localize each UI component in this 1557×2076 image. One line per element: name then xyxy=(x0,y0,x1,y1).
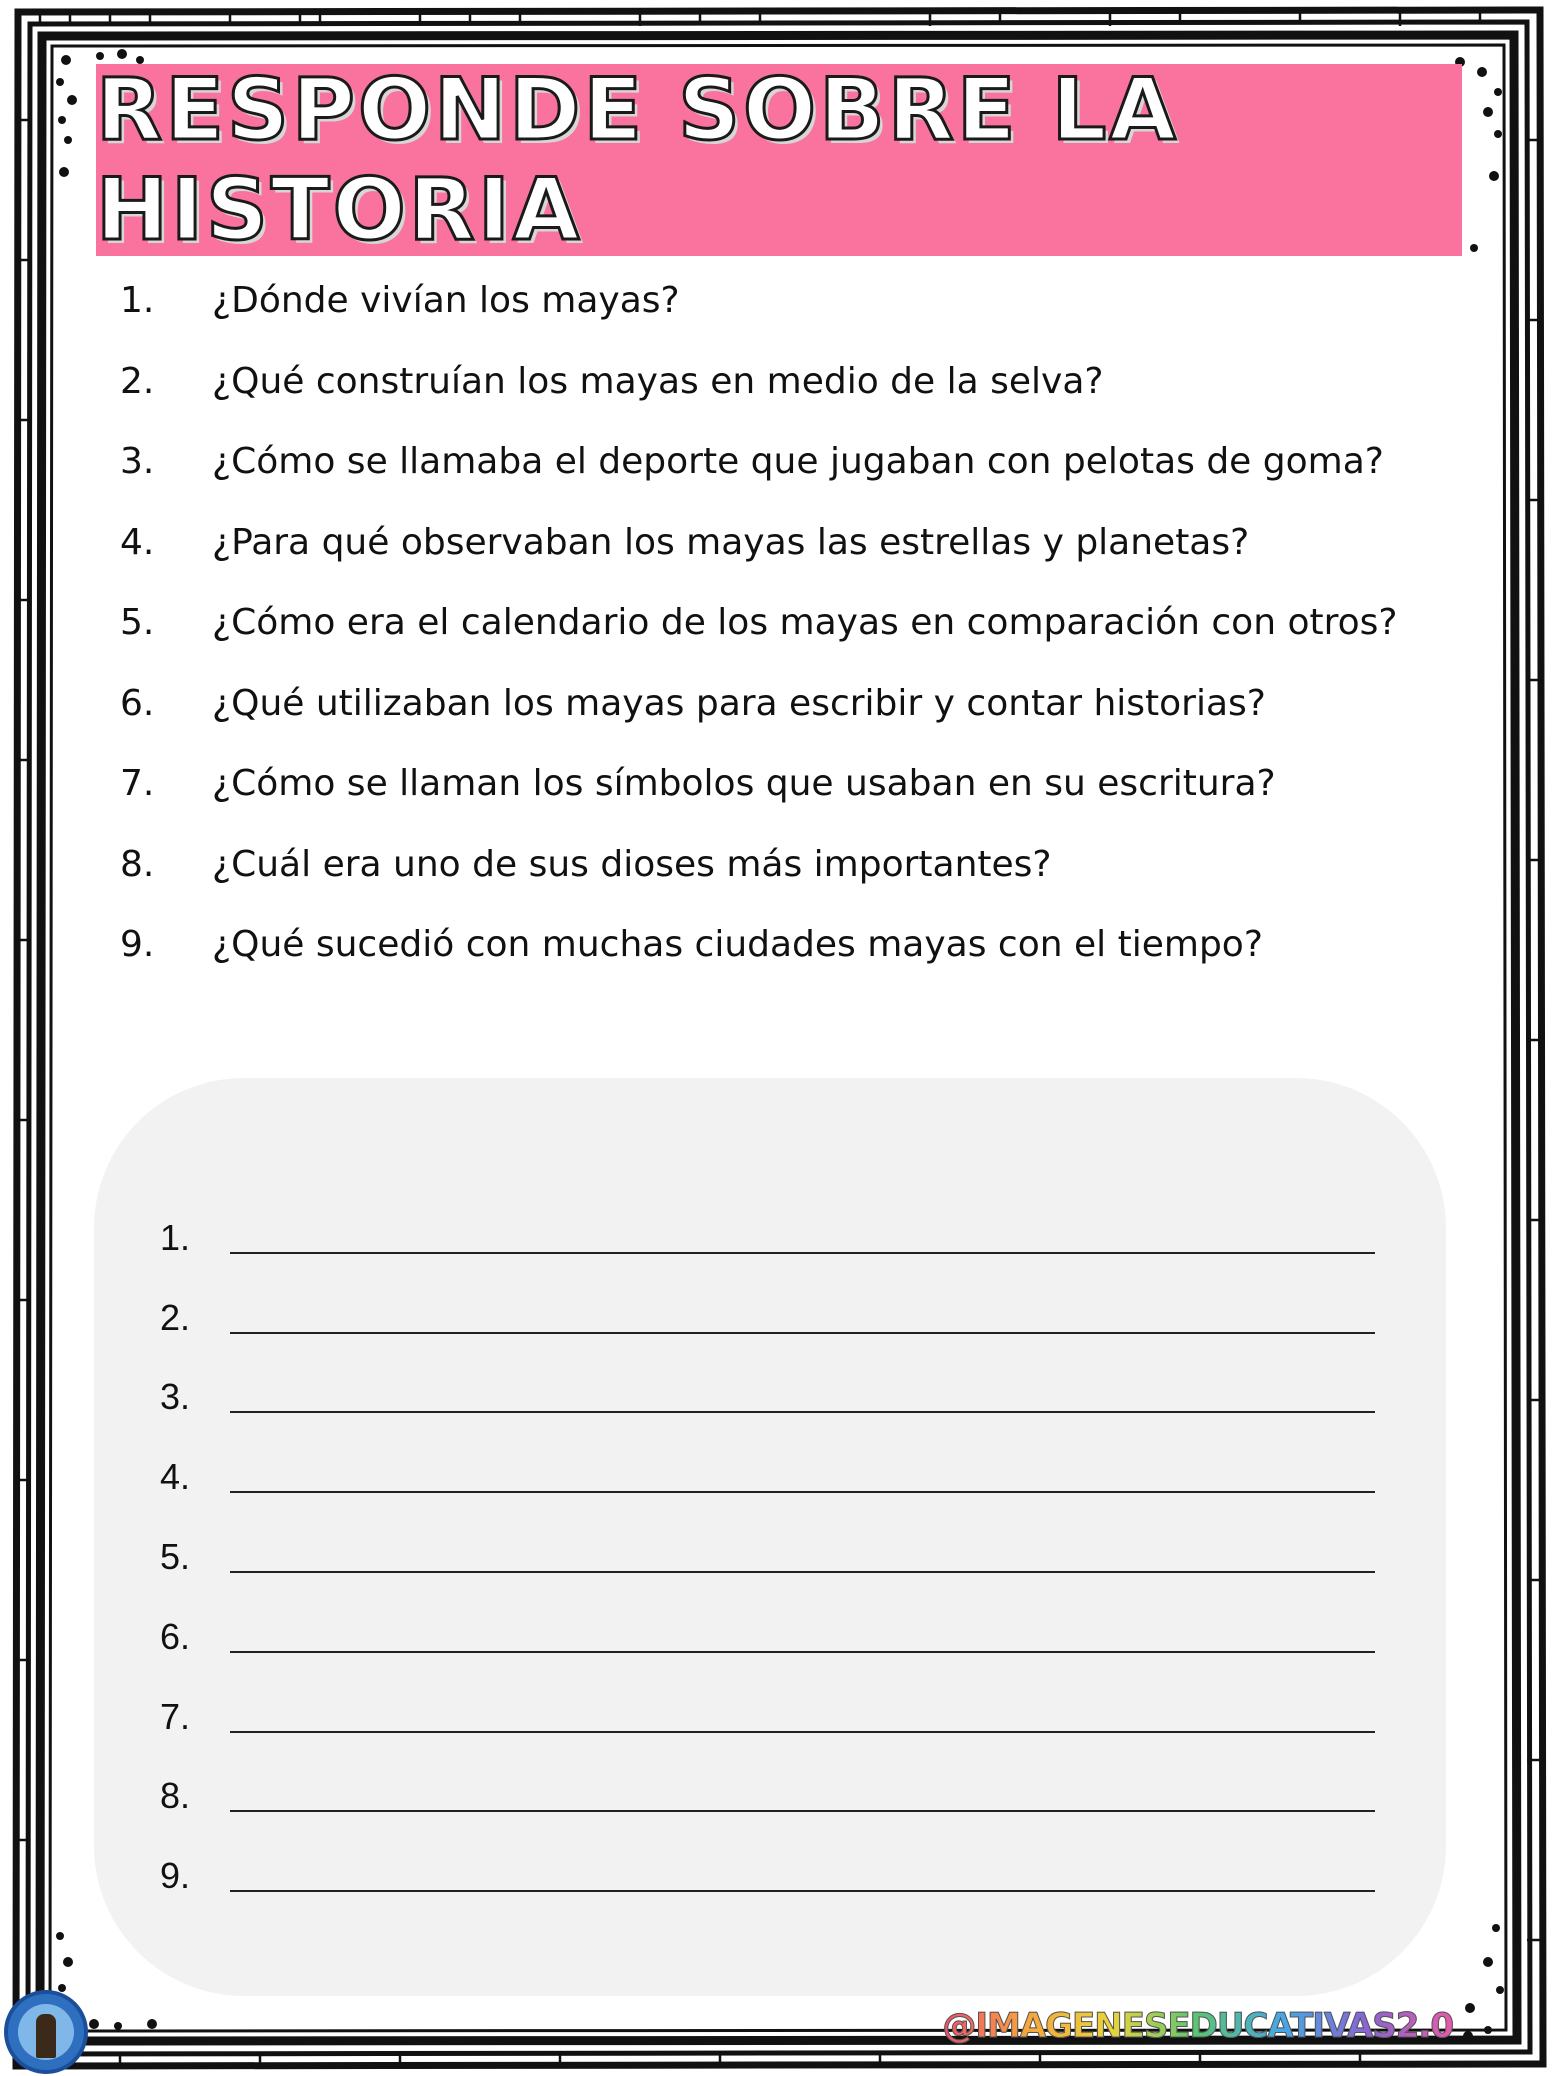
question-item xyxy=(120,763,1440,844)
answer-row xyxy=(160,1256,1380,1336)
answer-line[interactable] xyxy=(230,1890,1375,1892)
question-text: ¿Cómo se llaman los símbolos que usaban en su escritura? xyxy=(212,763,1276,804)
question-number: 7. xyxy=(120,763,155,804)
question-number: 6. xyxy=(120,682,155,724)
question-item xyxy=(120,602,1440,683)
answer-list xyxy=(160,1176,1380,1897)
question-number: 5. xyxy=(120,602,155,643)
watermark: @IMAGENESEDUCATIVAS2.0 xyxy=(942,2006,1453,2046)
badge-figure-icon xyxy=(36,2014,56,2058)
question-list xyxy=(120,280,1440,1005)
answer-number: 2. xyxy=(160,1296,191,1338)
question-item xyxy=(120,361,1440,442)
question-text: ¿Qué sucedió con muchas ciudades mayas con el tiempo? xyxy=(212,924,1263,965)
answer-number: 8. xyxy=(160,1775,191,1817)
answer-line[interactable] xyxy=(230,1810,1375,1812)
answer-line[interactable] xyxy=(230,1411,1375,1413)
answer-number: 1. xyxy=(160,1216,191,1258)
question-number: 2. xyxy=(120,360,155,402)
answer-row xyxy=(160,1336,1380,1416)
answer-line[interactable] xyxy=(230,1651,1375,1653)
question-item xyxy=(120,280,1440,361)
question-number: 9. xyxy=(120,924,155,965)
answer-number: 5. xyxy=(160,1535,191,1577)
answer-number: 4. xyxy=(160,1456,191,1498)
answer-number: 6. xyxy=(160,1615,191,1657)
question-item xyxy=(120,924,1440,1005)
question-number: 3. xyxy=(120,441,155,482)
question-text: ¿Qué utilizaban los mayas para escribir y contar historias? xyxy=(212,682,1266,724)
question-number: 1. xyxy=(120,280,155,321)
question-text: ¿Cómo se llamaba el deporte que jugaban con pelotas de goma? xyxy=(212,441,1384,482)
title-banner xyxy=(96,60,1462,260)
answer-row xyxy=(160,1575,1380,1655)
question-item xyxy=(120,683,1440,764)
question-text: ¿Qué construían los mayas en medio de la selva? xyxy=(212,360,1104,402)
answer-row xyxy=(160,1495,1380,1575)
logo-badge-icon xyxy=(4,1990,88,2074)
question-item xyxy=(120,441,1440,522)
answer-row xyxy=(160,1176,1380,1256)
answer-line[interactable] xyxy=(230,1332,1375,1334)
answer-row xyxy=(160,1415,1380,1498)
answer-line[interactable] xyxy=(230,1571,1375,1573)
question-text: ¿Dónde vivían los mayas? xyxy=(212,280,680,321)
question-text: ¿Cómo era el calendario de los mayas en comparación con otros? xyxy=(212,602,1398,643)
question-text: ¿Cuál era uno de sus dioses más importantes? xyxy=(212,843,1052,885)
answer-row xyxy=(160,1814,1380,1897)
question-item xyxy=(120,522,1440,603)
answer-line[interactable] xyxy=(230,1252,1375,1254)
question-number: 4. xyxy=(120,521,155,563)
answer-number: 3. xyxy=(160,1376,191,1418)
question-text: ¿Para qué observaban los mayas las estrellas y planetas? xyxy=(212,521,1250,563)
answer-number: 7. xyxy=(160,1695,191,1737)
answer-line[interactable] xyxy=(230,1731,1375,1733)
answer-line[interactable] xyxy=(230,1491,1375,1493)
answer-row xyxy=(160,1655,1380,1735)
question-number: 8. xyxy=(120,843,155,885)
question-item xyxy=(120,844,1440,925)
page-title: RESPONDE SOBRE LA HISTORIA xyxy=(96,60,1179,260)
answer-number: 9. xyxy=(160,1855,191,1897)
answer-row xyxy=(160,1735,1380,1815)
